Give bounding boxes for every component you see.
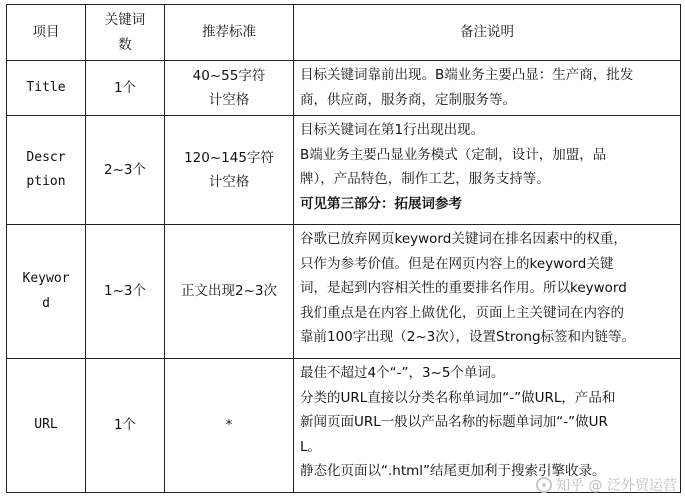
row-note-bold-line: 可见第三部分：拓展词参考 (300, 195, 462, 212)
row-note-line: 静态化页面以“.html”结尾更加利于搜索引擎收录。 (300, 463, 606, 479)
table-header-row (7, 5, 681, 61)
row-note-line: 目标关键词靠前出现。B端业务主要凸显：生产商，批发 (300, 67, 634, 83)
row-count-cell: 1~3个 (86, 225, 165, 359)
table-row (7, 61, 681, 116)
row-note-line: 我们重点是在内容上做优化，页面上主关键词在内容的 (300, 304, 624, 321)
table-row (7, 359, 681, 493)
table-row (7, 116, 681, 225)
row-note-line: 谷歌已放弃网页keyword关键词在排名因素中的权重， (300, 231, 627, 247)
watermark-text: 知乎 @ 泛外贸运营 (556, 478, 677, 494)
row-standard-cell (165, 116, 294, 225)
row-notes-cell (294, 116, 681, 225)
row-item-cell (7, 61, 86, 116)
row-notes-cell (294, 61, 681, 116)
row-note-line: B端业务主要凸显业务模式（定制，设计，加盟，品 (300, 146, 607, 163)
row-item-cell (7, 359, 86, 493)
row-count-cell: 1个 (86, 61, 165, 116)
row-standard-cell (165, 225, 294, 359)
row-item-line: Descr (26, 149, 66, 165)
row-standard-line: 正文出现2~3次 (181, 283, 277, 300)
zhihu-logo-icon (536, 477, 552, 493)
row-item-cell (7, 116, 86, 225)
row-standard-line: 40~55字符 (192, 67, 266, 84)
row-item-line: Title (26, 79, 66, 95)
row-count-cell: 2~3个 (86, 116, 165, 225)
row-note-line: 最佳不超过4个“-”，3~5个单词。 (300, 365, 505, 381)
seo-keyword-table (6, 4, 681, 493)
row-standard-line: 计空格 (208, 174, 250, 190)
row-count-cell: 1个 (86, 359, 165, 493)
row-note-line: 新闻页面URL一般以产品名称的标题单词加“-”做UR (300, 414, 608, 430)
row-item-cell (7, 225, 86, 359)
row-notes-cell (294, 225, 681, 359)
watermark (536, 475, 677, 495)
row-standard-cell (165, 61, 294, 116)
row-standard-line: * (225, 417, 233, 434)
row-note-line: L。 (300, 438, 322, 455)
header-notes: 备注说明 (294, 5, 681, 61)
row-item-line: d (42, 295, 50, 311)
row-note-line: 分类的URL直接以分类名称单词加“-”做URL，产品和 (300, 389, 616, 406)
row-note-line: 靠前100字出现（2~3次），设置Strong标签和内链等。 (300, 329, 636, 345)
row-note-line: 词，是起到内容相关性的重要排名作用。所以keyword (300, 280, 627, 296)
row-note-line: 牌），产品特色，制作工艺，服务支持等。 (300, 171, 550, 187)
row-item-line: Keywor (22, 271, 70, 286)
row-item-line: ption (26, 174, 66, 189)
table-row (7, 225, 681, 359)
row-standard-line: 120~145字符 (184, 149, 274, 166)
row-note-line: 只作为参考价值。但是在网页内容上的keyword关键 (300, 255, 614, 272)
row-notes-cell (294, 359, 681, 493)
header-standard: 推荐标准 (165, 5, 294, 61)
row-note-line: 目标关键词在第1行出现出现。 (300, 122, 485, 138)
row-note-line: 商，供应商，服务商，定制服务等。 (300, 91, 516, 108)
row-standard-cell (165, 359, 294, 493)
row-item-line: URL (34, 417, 58, 433)
header-keyword-count-line1: 关键词 (104, 12, 146, 28)
row-standard-line: 计空格 (208, 92, 250, 108)
header-keyword-count-line2: 数 (118, 36, 132, 53)
header-keyword-count (86, 5, 165, 61)
header-item: 项目 (7, 5, 86, 61)
